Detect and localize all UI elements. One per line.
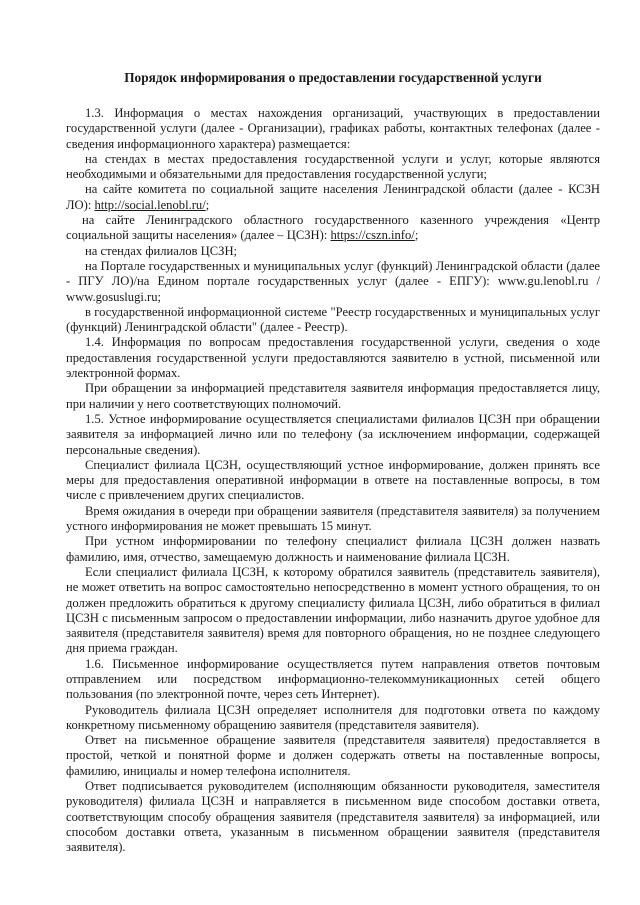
paragraph-registry: в государственной информационной системе "Реестр государственных и муниципальных услуг (функций) Ленинградской области" (далее - Реестр). (66, 304, 600, 335)
cszn-site-link[interactable]: https://cszn.info/ (330, 228, 415, 243)
paragraph-answer-form: Ответ на письменное обращение заявителя (представителя заявителя) предоставляется в простой, четкой и понятной форме и должен содержать ответы на поставленные вопросы, фамилию, инициалы и номер телефона исполнителя. (66, 733, 600, 778)
kszn-site-link[interactable]: http://social.lenobl.ru/ (94, 197, 206, 212)
paragraph-redirect: Если специалист филиала ЦСЗН, к которому обратился заявитель (представитель заявителя), не может ответить на вопрос самостоятельно непосредственно в момент устного обращения, то он должен предложить обратиться к другому специалисту филиала ЦСЗН, либо обратиться в филиал ЦСЗН с письменным запросом о предоставлении информации, либо назначить другое удобное для заявителя (представителя заявителя) время для повторного обращения, но не позднее следующего дня приема граждан. (66, 564, 600, 656)
paragraph-cszn-site-end: ; (414, 228, 419, 243)
paragraph-kszn-site (66, 182, 600, 213)
paragraph-branch-stands: на стендах филиалов ЦСЗН; (85, 243, 238, 258)
paragraph-stands: на стендах в местах предоставления государственной услуги и услуг, которые являются необходимыми и обязательными для предоставления государственной услуги; (66, 151, 600, 182)
paragraph-waiting-time: Время ожидания в очереди при обращении заявителя (представителя заявителя) за получением устного информирования не может превышать 15 минут. (66, 503, 600, 534)
paragraph-head-assigns: Руководитель филиала ЦСЗН определяет исполнителя для подготовки ответа по каждому конкретному письменному обращению заявителя (представителя заявителя). (66, 702, 600, 732)
paragraph-answer-signing: Ответ подписывается руководителем (исполняющим обязанности руководителя, заместителя руководителя) филиала ЦСЗН и направляется в письменном виде способом доставки ответа, соответствующим способу обращения заявителя (представителя заявителя) за информацией, или способом доставки ответа, указанным в письменном обращении заявителя (представителя заявителя). (66, 779, 600, 855)
paragraph-1-4: 1.4. Информация по вопросам предоставления государственной услуги, сведения о ходе предоставления государственной услуги предоставляются заявителю в устной, письменной или электронной формах. (66, 335, 600, 381)
document-body (66, 106, 600, 856)
paragraph-1-3: 1.3. Информация о местах нахождения организаций, участвующих в предоставлении государственной услуги (далее - Организации), графиках работы, контактных телефонах (далее - сведения информационного характера) размещается: (66, 106, 600, 151)
paragraph-phone-info: При устном информировании по телефону специалист филиала ЦСЗН должен назвать фамилию, имя, отчество, замещаемую должность и наименование филиала ЦСЗН. (66, 534, 600, 564)
paragraph-specialist: Специалист филиала ЦСЗН, осуществляющий устное информирование, должен принять все меры для предоставления оперативной информации в ответе на поставленные вопросы, в том числе с привлечением других специалистов. (66, 457, 600, 503)
paragraph-representative: При обращении за информацией представителя заявителя информация предоставляется лицу, при наличии у него соответствующих полномочий. (66, 381, 600, 411)
paragraph-1-6: 1.6. Письменное информирование осуществляется путем направления ответов почтовым отправлением или посредством информационно-телекоммуникационных сетей общего пользования (по электронной почте, через сеть Интернет). (66, 656, 600, 702)
document-page (66, 70, 600, 856)
paragraph-cszn-site-text: на сайте Ленинградского областного государственного казенного учреждения «Центр социальной защиты населения» (далее – ЦСЗН): (66, 213, 600, 243)
paragraph-1-5: 1.5. Устное информирование осуществляется специалистами филиалов ЦСЗН при обращении заявителя за информацией лично или по телефону (за исключением информации, содержащей персональные сведения). (66, 411, 600, 457)
paragraph-kszn-site-text: на сайте комитета по социальной защите населения Ленинградской области (далее - КСЗН ЛО): (66, 182, 600, 212)
paragraph-portals: на Портале государственных и муниципальных услуг (функций) Ленинградской области (далее - ПГУ ЛО)/на Едином портале государственных услуг (далее - ЕПГУ): www.gu.lenobl.ru / www.gosuslugi.ru; (66, 258, 600, 304)
paragraph-kszn-site-end: ; (205, 197, 210, 212)
document-title: Порядок информирования о предоставлении государственной услуги (124, 70, 542, 85)
paragraph-cszn-site (66, 213, 600, 244)
